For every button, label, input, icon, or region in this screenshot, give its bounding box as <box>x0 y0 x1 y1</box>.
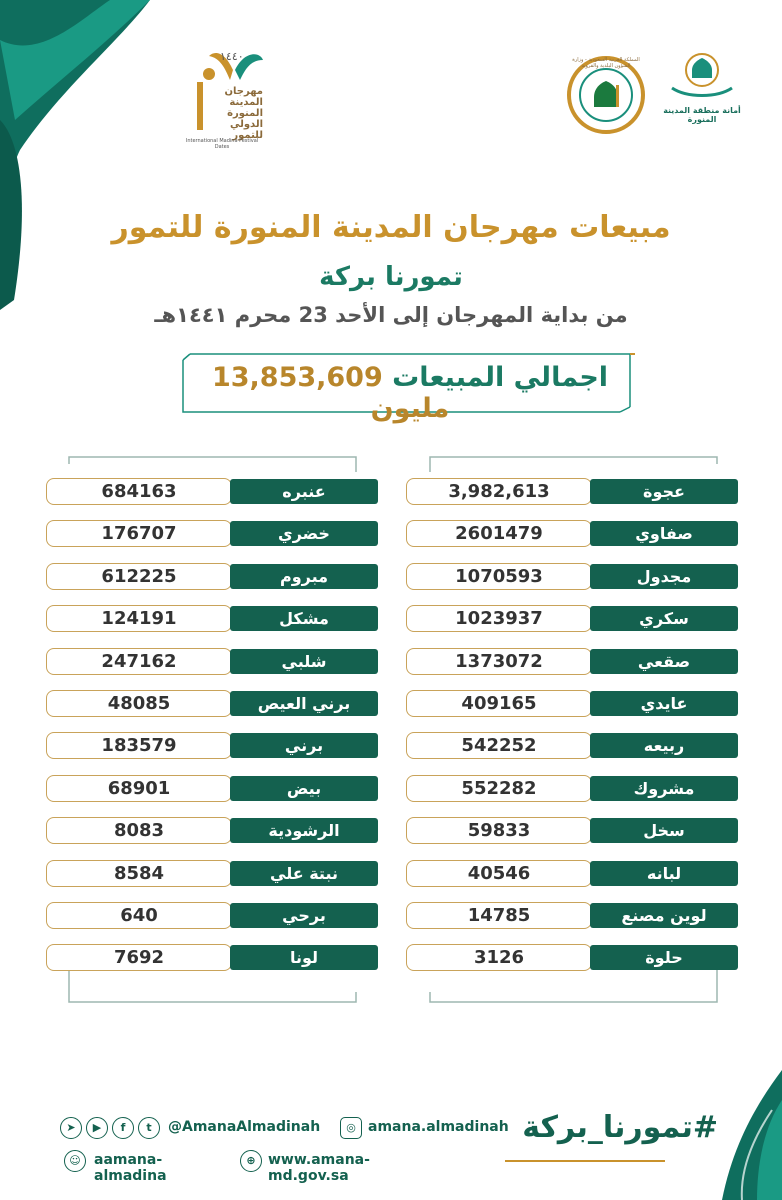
date-sales-value: 1023937 <box>406 605 592 632</box>
website-row <box>240 1150 440 1184</box>
table-row <box>406 944 746 971</box>
date-type-label: شلبي <box>230 649 378 674</box>
instagram-handle-row <box>340 1117 509 1139</box>
date-sales-value: 640 <box>46 902 232 929</box>
table-row <box>46 902 386 929</box>
date-sales-value: 8083 <box>46 817 232 844</box>
total-label: اجمالي المبيعات <box>392 362 609 393</box>
date-type-label: لوين مصنع <box>590 903 738 928</box>
instagram-handle[interactable]: amana.almadinah <box>368 1119 509 1135</box>
ministry-emblem-text: المملكة العربية السعودية - وزارة الشؤون البلدية والقروية <box>572 57 640 69</box>
date-type-label: بيض <box>230 776 378 801</box>
date-type-label: عنبره <box>230 479 378 504</box>
table-row <box>46 520 386 547</box>
date-sales-value: 1373072 <box>406 648 592 675</box>
date-type-label: صفاوي <box>590 521 738 546</box>
date-sales-value: 612225 <box>46 563 232 590</box>
facebook-icon: f <box>112 1117 134 1139</box>
table-row <box>46 648 386 675</box>
table-row <box>46 944 386 971</box>
telegram-icon: ➤ <box>60 1117 82 1139</box>
amana-emblem <box>662 48 742 143</box>
table-row <box>406 563 746 590</box>
total-sales-text <box>180 362 640 424</box>
twitter-icon: t <box>138 1117 160 1139</box>
table-row <box>46 732 386 759</box>
twitter-handle-row <box>60 1117 340 1139</box>
period-subtitle: من بداية المهرجان إلى الأحد 23 محرم ١٤٤١هـ <box>154 303 628 327</box>
table-row <box>406 775 746 802</box>
date-type-label: برني العيص <box>230 691 378 716</box>
total-value: 13,853,609 <box>211 362 383 393</box>
date-sales-value: 542252 <box>406 732 592 759</box>
festival-logo-arabic: مهرجان المدينة المنورة الدولي للتمور <box>224 86 263 141</box>
date-type-label: برحي <box>230 903 378 928</box>
date-type-label: نبتة علي <box>230 861 378 886</box>
date-type-label: عايدي <box>590 691 738 716</box>
slogan: تمورنا بركة <box>319 262 463 292</box>
instagram-icon: ◎ <box>340 1117 362 1139</box>
website-link[interactable]: www.amana-md.gov.sa <box>268 1152 370 1184</box>
snapchat-icon: ☺ <box>64 1150 86 1172</box>
date-type-label: صقعي <box>590 649 738 674</box>
date-sales-value: 48085 <box>46 690 232 717</box>
date-type-label: ربيعه <box>590 733 738 758</box>
globe-icon: ⊕ <box>240 1150 262 1172</box>
date-type-label: خضري <box>230 521 378 546</box>
hashtag-underline <box>505 1160 665 1162</box>
date-sales-value: 2601479 <box>406 520 592 547</box>
table-row <box>46 817 386 844</box>
date-type-label: حلوة <box>590 945 738 970</box>
date-sales-value: 3,982,613 <box>406 478 592 505</box>
date-sales-value: 8584 <box>46 860 232 887</box>
youtube-icon: ▶ <box>86 1117 108 1139</box>
table-row <box>46 478 386 505</box>
date-sales-value: 176707 <box>46 520 232 547</box>
date-sales-value: 124191 <box>46 605 232 632</box>
date-sales-value: 684163 <box>46 478 232 505</box>
snapchat-handle[interactable]: aamana-almadina <box>94 1152 167 1184</box>
twitter-handle[interactable]: @AmanaAlmadinah <box>168 1119 321 1135</box>
table-row <box>406 605 746 632</box>
date-type-label: سكري <box>590 606 738 631</box>
date-type-label: لونا <box>230 945 378 970</box>
table-row <box>46 563 386 590</box>
page-title: مبيعات مهرجان المدينة المنورة للتمور <box>111 210 671 245</box>
date-type-label: الرشودية <box>230 818 378 843</box>
total-sales-box <box>180 352 640 424</box>
date-sales-value: 3126 <box>406 944 592 971</box>
date-type-label: سخل <box>590 818 738 843</box>
table-row <box>406 860 746 887</box>
ministry-emblem <box>566 55 646 135</box>
date-type-label: مجدول <box>590 564 738 589</box>
amana-emblem-text: أمانة منطقة المدينة المنورة <box>663 106 741 124</box>
date-sales-value: 552282 <box>406 775 592 802</box>
snapchat-handle-row <box>64 1150 234 1184</box>
table-row <box>406 520 746 547</box>
festival-logo-english: International Madina Festival Dates <box>185 138 259 150</box>
date-type-label: مشكل <box>230 606 378 631</box>
table-row <box>406 690 746 717</box>
table-row <box>46 860 386 887</box>
table-row <box>406 732 746 759</box>
date-sales-value: 14785 <box>406 902 592 929</box>
table-row <box>46 605 386 632</box>
date-type-label: لبانه <box>590 861 738 886</box>
table-row <box>406 478 746 505</box>
table-row <box>46 690 386 717</box>
date-type-label: مشروك <box>590 776 738 801</box>
date-sales-value: 409165 <box>406 690 592 717</box>
date-sales-value: 40546 <box>406 860 592 887</box>
table-row <box>406 817 746 844</box>
date-type-label: مبروم <box>230 564 378 589</box>
date-sales-value: 183579 <box>46 732 232 759</box>
hashtag: #تمورنا_بركة <box>522 1110 718 1145</box>
total-unit: مليون <box>370 393 450 424</box>
table-row <box>406 902 746 929</box>
date-sales-value: 7692 <box>46 944 232 971</box>
festival-logo <box>175 40 265 150</box>
date-type-label: عجوة <box>590 479 738 504</box>
festival-logo-year: ١٤٤٠ <box>220 50 244 63</box>
date-sales-value: 1070593 <box>406 563 592 590</box>
date-type-label: برني <box>230 733 378 758</box>
table-row <box>46 775 386 802</box>
table-row <box>406 648 746 675</box>
date-sales-value: 59833 <box>406 817 592 844</box>
date-sales-value: 68901 <box>46 775 232 802</box>
date-sales-value: 247162 <box>46 648 232 675</box>
